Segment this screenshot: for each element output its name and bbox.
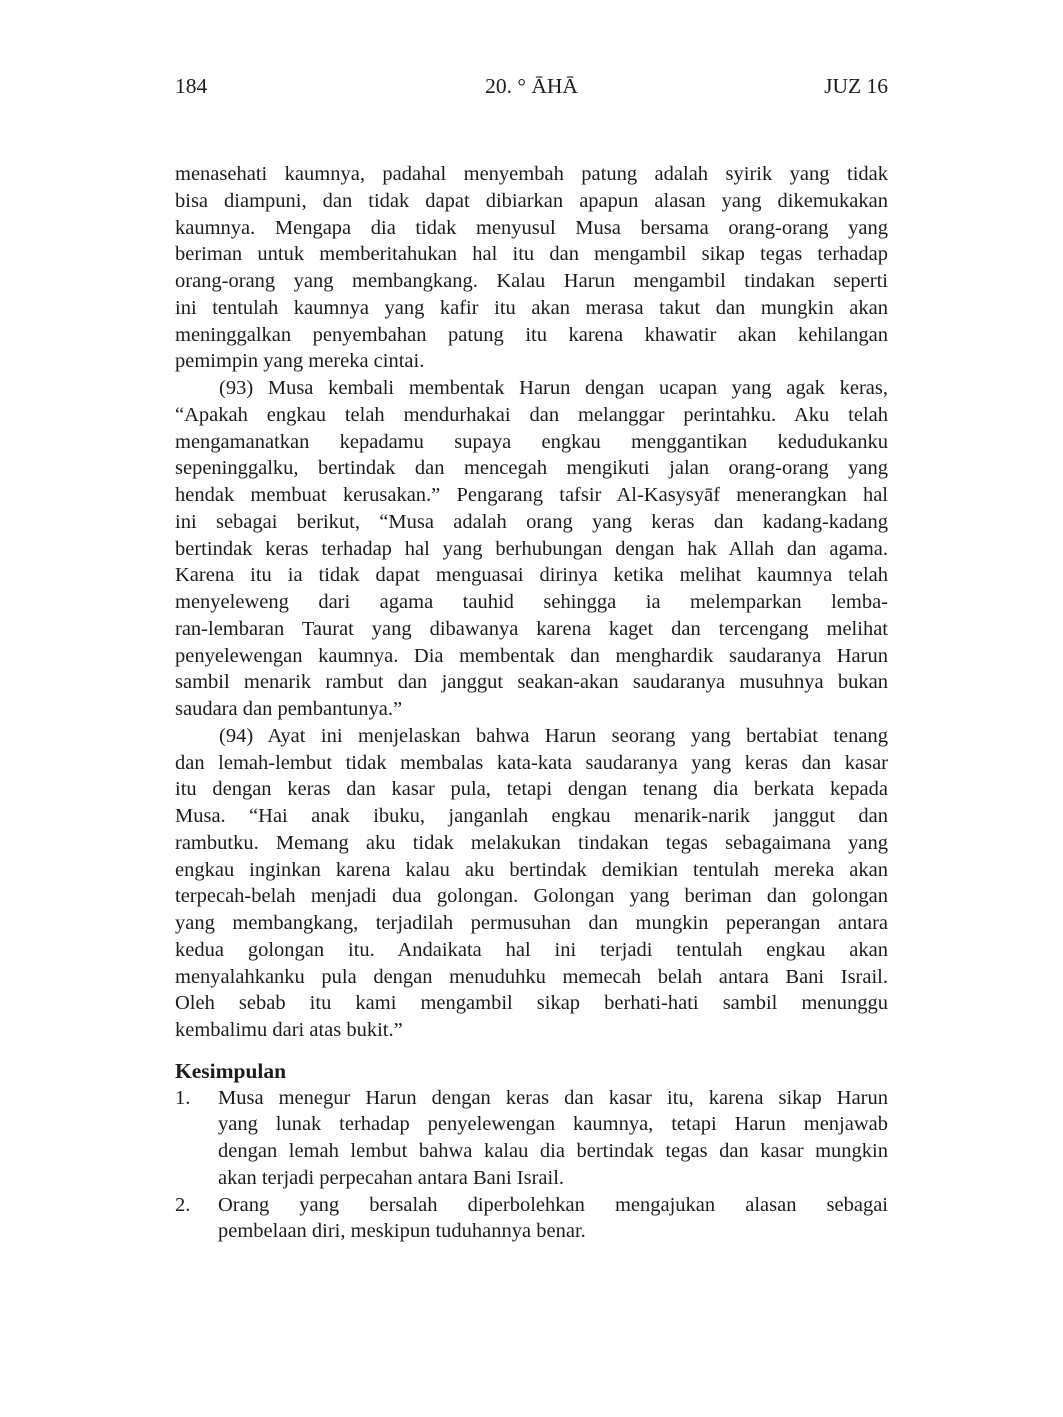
text-line: engkau inginkan karena kalau aku bertindak demikian tentulah mereka akan — [175, 858, 888, 881]
list-item-number: 2. — [175, 1193, 191, 1216]
text-line: Karena itu ia tidak dapat menguasai dirinya ketika melihat kaumnya telah — [175, 564, 888, 587]
text-line: pembelaan diri, meskipun tuduhannya benar. — [218, 1220, 586, 1243]
text-line: akan terjadi perpecahan antara Bani Israil. — [218, 1166, 565, 1189]
text-line: hendak membuat kerusakan.” Pengarang tafsir Al-Kasysyāf menerangkan hal — [175, 484, 888, 506]
text-line: yang lunak terhadap penyelewengan kaumnya, tetapi Harun menjawab — [218, 1113, 888, 1136]
text-line: saudara dan pembantunya.” — [175, 698, 403, 720]
page-number: 184 — [175, 74, 208, 98]
paragraphs — [175, 161, 888, 1044]
text-line: kaumnya. Mengapa dia tidak menyusul Musa bersama orang-orang yang — [175, 216, 888, 239]
text-line: menyalahkanku pula dengan menuduhku memecah belah antara Bani Israil. — [175, 965, 888, 988]
text-line: pemimpin yang mereka cintai. — [175, 350, 425, 373]
text-line: penyelewengan kaumnya. Dia membentak dan menghardik saudaranya Harun — [175, 644, 888, 667]
text-line: Musa. “Hai anak ibuku, janganlah engkau menarik-narik janggut dan — [175, 805, 888, 827]
text-line: (93) Musa kembali membentak Harun dengan ucapan yang agak keras, — [219, 377, 888, 399]
text-line: beriman untuk memberitahukan hal itu dan mengambil sikap tegas terhadap — [175, 243, 888, 266]
text-line: bisa diampuni, dan tidak dapat dibiarkan apapun alasan yang dikemukakan — [175, 189, 888, 212]
page-header — [175, 72, 888, 100]
kesimpulan-heading: Kesimpulan — [175, 1058, 287, 1083]
text-line: itu dengan keras dan kasar pula, tetapi dengan tenang dia berkata kepada — [175, 778, 888, 801]
page-title: 20. ° ĀHĀ — [485, 74, 578, 98]
kesimpulan-section — [175, 1058, 888, 1245]
text-line: sepeninggalku, bertindak dan mencegah mengikuti jalan orang-orang yang — [175, 457, 888, 480]
text-line: meninggalkan penyembahan patung itu karena khawatir akan kehilangan — [175, 323, 888, 346]
text-line: ran-lembaran Taurat yang dibawanya karena kaget dan tercengang melihat — [175, 617, 888, 640]
text-line: Oleh sebab itu kami mengambil sikap berhati-hati sambil menunggu — [175, 992, 888, 1015]
text-line: ini tentulah kaumnya yang kafir itu akan merasa takut dan mungkin akan — [175, 296, 888, 319]
text-line: rambutku. Memang aku tidak melakukan tindakan tegas sebagaimana yang — [175, 831, 888, 854]
text-line: kedua golongan itu. Andaikata hal ini terjadi tentulah engkau akan — [175, 938, 888, 961]
text-line: yang membangkang, terjadilah permusuhan dan mungkin peperangan antara — [175, 912, 888, 934]
juz-label: JUZ 16 — [824, 74, 888, 98]
text-line: (94) Ayat ini menjelaskan bahwa Harun seorang yang bertabiat tenang — [219, 724, 888, 747]
text-line: bertindak keras terhadap hal yang berhubungan dengan hak Allah dan agama. — [175, 537, 888, 560]
paragraph — [175, 723, 888, 1044]
body-text-block — [175, 161, 888, 1245]
kesimpulan-list — [175, 1085, 888, 1246]
paragraph — [175, 375, 888, 723]
text-line: mengamanatkan kepadamu supaya engkau menggantikan kedudukanku — [175, 430, 888, 453]
text-line: Orang yang bersalah diperbolehkan mengajukan alasan sebagai — [218, 1193, 888, 1216]
text-line: terpecah-belah menjadi dua golongan. Golongan yang beriman dan golongan — [175, 885, 888, 908]
text-line: Musa menegur Harun dengan keras dan kasar itu, karena sikap Harun — [218, 1086, 888, 1109]
text-line: sambil menarik rambut dan janggut seakan-akan saudaranya musuhnya bukan — [175, 671, 888, 694]
text-line: “Apakah engkau telah mendurhakai dan melanggar perintahku. Aku telah — [175, 403, 888, 426]
list-item-number: 1. — [175, 1086, 191, 1109]
text-line: menasehati kaumnya, padahal menyembah patung adalah syirik yang tidak — [175, 163, 888, 185]
text-line: menyeleweng dari agama tauhid sehingga ia melemparkan lemba- — [175, 591, 888, 613]
text-line: orang-orang yang membangkang. Kalau Harun mengambil tindakan seperti — [175, 270, 888, 292]
text-line: dengan lemah lembut bahwa kalau dia bertindak tegas dan kasar mungkin — [218, 1140, 888, 1162]
paragraph — [175, 161, 888, 375]
list-item — [175, 1192, 888, 1246]
list-item — [175, 1085, 888, 1192]
text-line: dan lemah-lembut tidak membalas kata-kata saudaranya yang keras dan kasar — [175, 751, 888, 774]
text-line: ini sebagai berikut, “Musa adalah orang yang keras dan kadang-kadang — [175, 510, 888, 533]
text-line: kembalimu dari atas bukit.” — [175, 1019, 403, 1041]
